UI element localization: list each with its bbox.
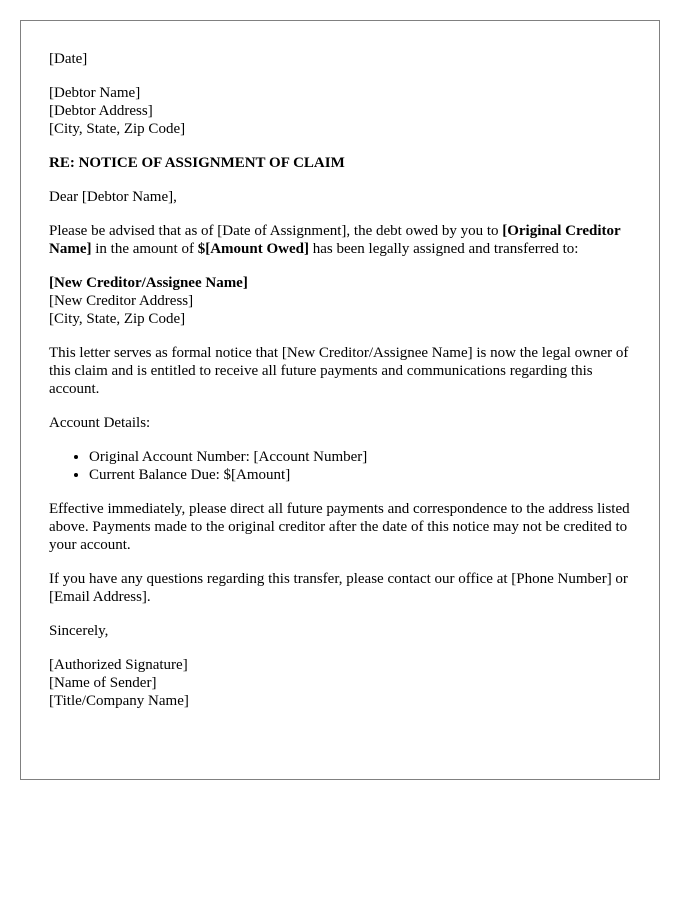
intro-text-2: in the amount of [91,241,198,257]
new-creditor-block [49,274,631,328]
letter-date: [Date] [49,51,88,67]
sender-title-company: [Title/Company Name] [49,693,189,709]
signature-block [49,656,631,710]
debtor-address-block [49,84,631,138]
letter-document [20,20,660,780]
debtor-address: [Debtor Address] [49,103,153,119]
new-creditor-city-state-zip: [City, State, Zip Code] [49,311,186,327]
debtor-name: [Debtor Name] [49,85,141,101]
debtor-city-state-zip: [City, State, Zip Code] [49,121,186,137]
intro-text-3: has been legally assigned and transferred to: [308,241,579,257]
questions-paragraph: If you have any questions regarding this transfer, please contact our office at [Phone Number] or [Email Address]. [49,571,628,605]
authorized-signature: [Authorized Signature] [49,657,188,673]
sender-name: [Name of Sender] [49,675,157,691]
new-creditor-name: [New Creditor/Assignee Name] [49,275,248,291]
new-creditor-address: [New Creditor Address] [49,293,194,309]
list-item: • Original Account Number: [Account Number] [89,448,631,466]
notice-paragraph: This letter serves as formal notice that [New Creditor/Assignee Name] is now the legal owner of this claim and is entitled to receive all future payments and communications regarding this account. [49,345,629,397]
effective-paragraph: Effective immediately, please direct all future payments and correspondence to the address listed above. Payments made to the original creditor after the date of this notice may not be credited to your account. [49,501,630,553]
letter-salutation: Dear [Debtor Name], [49,189,177,205]
amount-owed: $[Amount Owed] [197,241,309,257]
intro-text-1: Please be advised that as of [Date of Assignment], the debt owed by you to [49,223,503,239]
original-creditor-name: [Original Creditor Name] [49,223,621,257]
letter-closing: Sincerely, [49,623,109,639]
list-item: • Current Balance Due: $[Amount] [89,466,631,484]
letter-subject: RE: NOTICE OF ASSIGNMENT OF CLAIM [49,155,345,171]
intro-paragraph [49,222,631,258]
account-details-heading: Account Details: [49,415,151,431]
account-details-list [49,448,631,484]
